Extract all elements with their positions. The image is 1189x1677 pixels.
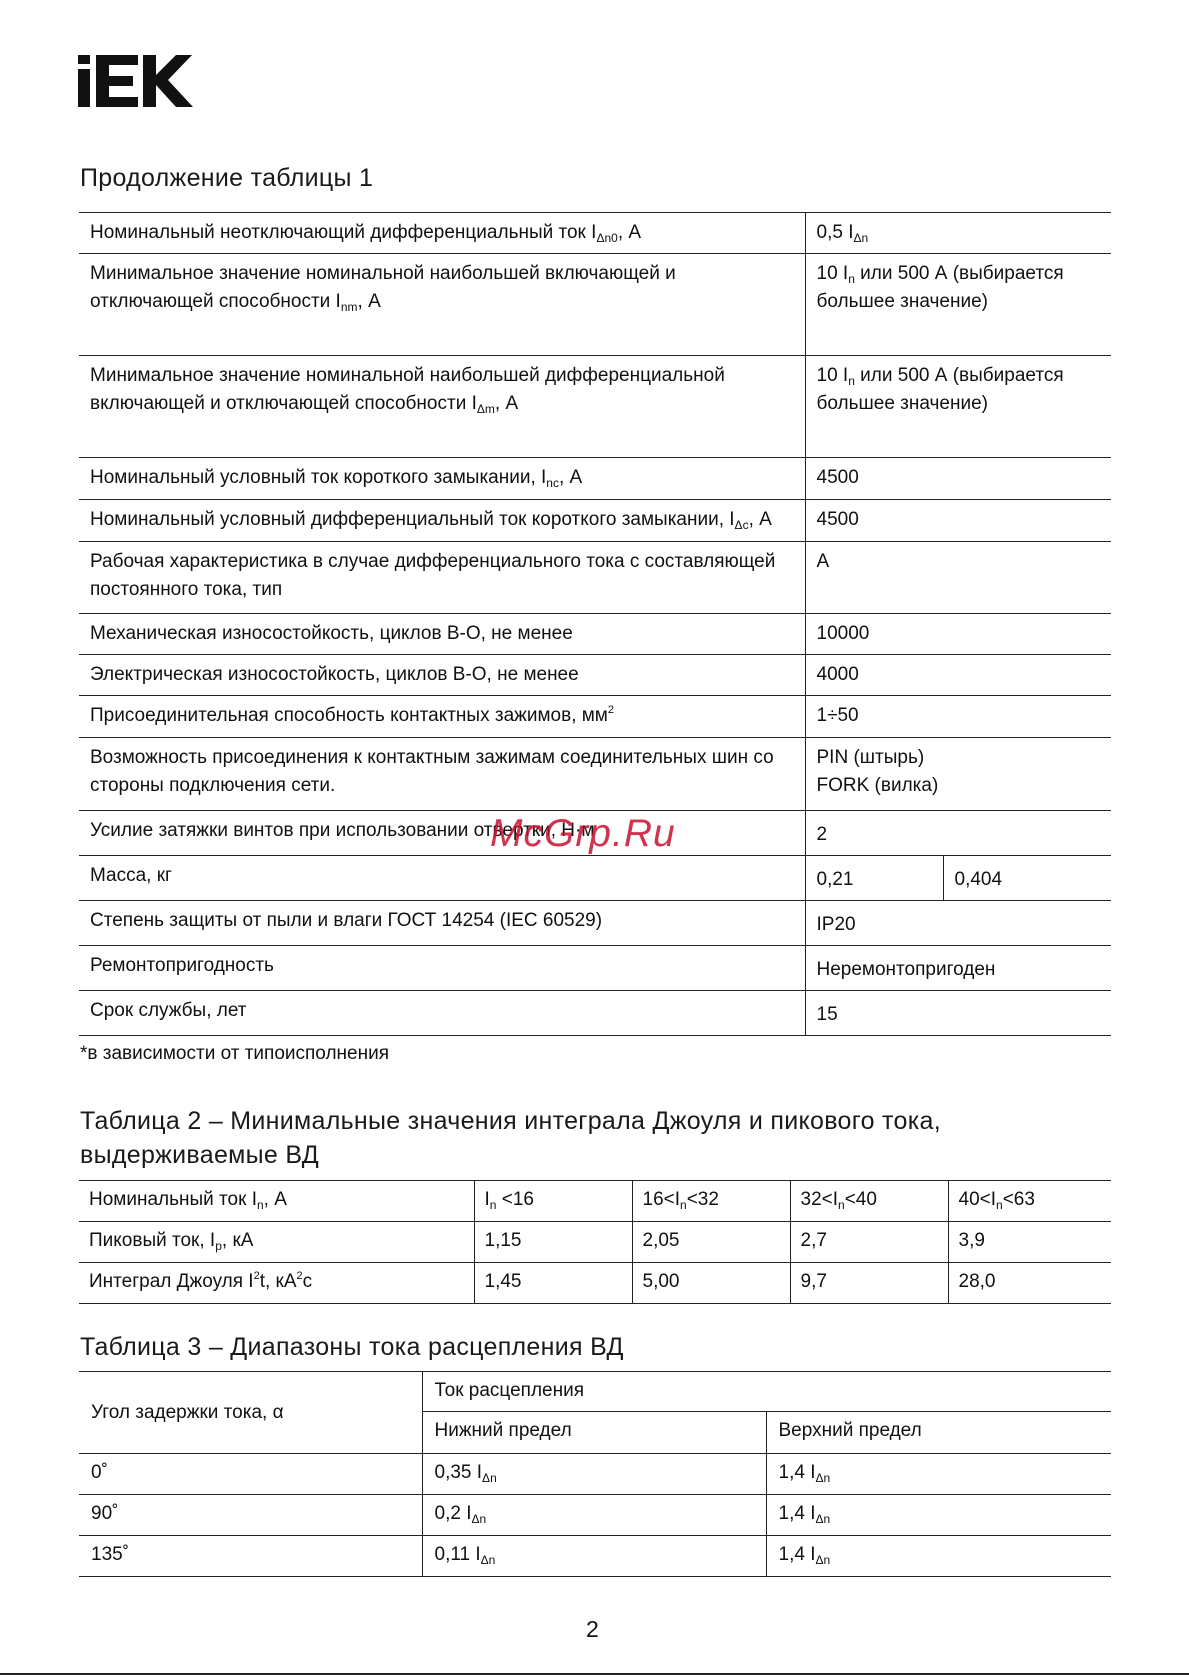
table-row <box>79 1263 1111 1304</box>
value-cell: 1÷50 <box>805 696 1111 738</box>
param-cell: Механическая износостойкость, циклов В-О, не менее <box>90 623 573 644</box>
param-cell: Степень защиты от пыли и влаги ГОСТ 14254 (IEC 60529) <box>90 910 603 931</box>
iek-logo-mark <box>78 55 193 107</box>
value-cell: 15 <box>805 991 1111 1036</box>
value-cell: Неремонтопригоден <box>805 946 1111 991</box>
table-row <box>79 738 1111 811</box>
param-cell: Срок службы, лет <box>90 1000 247 1021</box>
param-cell: Рабочая характеристика в случае дифференциального тока с составляющей постоянного тока, тип <box>90 551 776 600</box>
table-header-row <box>79 1372 1111 1412</box>
param-cell: Номинальный условный дифференциальный ток короткого замыкании, $I_{\Delta c}$, А <box>90 509 772 532</box>
value-cell: 4500 <box>805 458 1111 500</box>
param-cell: Электрическая износостойкость, циклов В-О, не менее <box>90 664 579 685</box>
table-row <box>79 458 1111 500</box>
table-row <box>79 254 1111 356</box>
lower-limit-header: Нижний предел <box>422 1412 766 1454</box>
table-row <box>79 614 1111 655</box>
row-label: Номинальный ток $I_n$, А <box>89 1189 287 1212</box>
param-cell: Номинальный условный ток короткого замыкании, $I_{nc}$, А <box>90 467 583 490</box>
table-row <box>79 1454 1111 1495</box>
param-cell: Номинальный неотключающий дифференциальный ток $I_{\Delta n0}$, А <box>90 222 642 245</box>
value-cell: 10000 <box>805 614 1111 655</box>
value-cell: 2 <box>805 811 1111 856</box>
upper-limit-cell: 1,4 $I_{\Delta n}$ <box>766 1495 1111 1536</box>
trip-current-header: Ток расцепления <box>422 1372 1111 1412</box>
table-row <box>79 946 1111 991</box>
value-cell: А <box>805 542 1111 614</box>
iek-logo <box>78 55 193 107</box>
value-cell: 4500 <box>805 500 1111 542</box>
table3-title: Таблица 3 – Диапазоны тока расцепления ВД <box>80 1333 624 1361</box>
param-cell: Минимальное значение номинальной наибольшей дифференциальной включающей и отключающей способности $I_{\Delta m}$, А <box>90 365 725 416</box>
angle-cell: 90˚ <box>91 1503 119 1524</box>
specs-table <box>79 212 1111 1036</box>
table-cell: 9,7 <box>790 1263 948 1304</box>
value-cell: 10 $I_n$ или 500 А (выбирается большее значение) <box>805 356 1111 458</box>
trip-current-table <box>79 1371 1111 1577</box>
column-header: $32<I_n<40$ <box>790 1181 948 1222</box>
table-cell: 28,0 <box>948 1263 1111 1304</box>
value-cell: 4000 <box>805 655 1111 696</box>
table-row <box>79 1222 1111 1263</box>
angle-header: Угол задержки тока, α <box>91 1401 284 1423</box>
table-cell: 2,05 <box>632 1222 790 1263</box>
table-cell: 5,00 <box>632 1263 790 1304</box>
param-cell: Масса, кг <box>90 865 172 886</box>
watermark: McGrp.Ru <box>490 812 676 855</box>
upper-limit-header: Верхний предел <box>766 1412 1111 1454</box>
param-cell: Присоединительная способность контактных зажимов, $мм^2$ <box>90 704 614 726</box>
param-cell: Усилие затяжки винтов при использовании отвертки, Н·м <box>90 820 595 841</box>
row-label: Пиковый ток, $I_p$, кА <box>89 1230 254 1253</box>
table-cell: 1,15 <box>474 1222 632 1263</box>
table-row <box>79 856 1111 901</box>
value-cell: IP20 <box>805 901 1111 946</box>
param-cell: Ремонтопригодность <box>90 955 274 976</box>
table-row <box>79 1536 1111 1577</box>
footnote: *в зависимости от типоисполнения <box>80 1043 389 1064</box>
param-cell: Возможность присоединения к контактным зажимам соединительных шин со стороны подключения сети. <box>90 747 774 796</box>
lower-limit-cell: 0,11 $I_{\Delta n}$ <box>422 1536 766 1577</box>
table-row <box>79 1495 1111 1536</box>
table-row <box>79 696 1111 738</box>
table-row <box>79 213 1111 254</box>
lower-limit-cell: 0,2 $I_{\Delta n}$ <box>422 1495 766 1536</box>
table-row <box>79 655 1111 696</box>
column-header: $16<I_n<32$ <box>632 1181 790 1222</box>
table2-title: Таблица 2 – Минимальные значения интеграла Джоуля и пикового тока, выдерживаемые ВД <box>80 1107 941 1169</box>
angle-cell: 135˚ <box>91 1544 130 1565</box>
table-cell: 1,45 <box>474 1263 632 1304</box>
table-cell: 2,7 <box>790 1222 948 1263</box>
value-cell: 10 $I_n$ или 500 А (выбирается большее значение) <box>805 254 1111 356</box>
upper-limit-cell: 1,4 $I_{\Delta n}$ <box>766 1454 1111 1495</box>
column-header: $I_n <16$ <box>474 1181 632 1222</box>
table-row <box>79 356 1111 458</box>
angle-cell: 0˚ <box>91 1462 108 1483</box>
value-cell-mass-b: 0,404 <box>943 856 1111 901</box>
value-cell: 0,5 $I_{\Delta n}$ <box>805 213 1111 254</box>
value-cell: PIN (штырь) FORK (вилка) <box>805 738 1111 811</box>
table-row <box>79 542 1111 614</box>
table-row <box>79 991 1111 1036</box>
lower-limit-cell: 0,35 $I_{\Delta n}$ <box>422 1454 766 1495</box>
table-row <box>79 901 1111 946</box>
table-row <box>79 500 1111 542</box>
param-cell: Минимальное значение номинальной наибольшей включающей и отключающей способности $I_{nm}$, А <box>90 263 676 314</box>
value-cell-mass-a: 0,21 <box>805 856 943 901</box>
column-header: $40<I_n<63$ <box>948 1181 1111 1222</box>
table-header-row <box>79 1181 1111 1222</box>
page-number: 2 <box>586 1616 599 1642</box>
upper-limit-cell: 1,4 $I_{\Delta n}$ <box>766 1536 1111 1577</box>
joule-integral-table <box>79 1180 1111 1304</box>
table-cell: 3,9 <box>948 1222 1111 1263</box>
table1-title: Продолжение таблицы 1 <box>80 164 374 192</box>
row-label: Интеграл Джоуля $I^2t$, $кА^2с$ <box>89 1270 313 1292</box>
bottom-rule <box>0 1673 1189 1675</box>
